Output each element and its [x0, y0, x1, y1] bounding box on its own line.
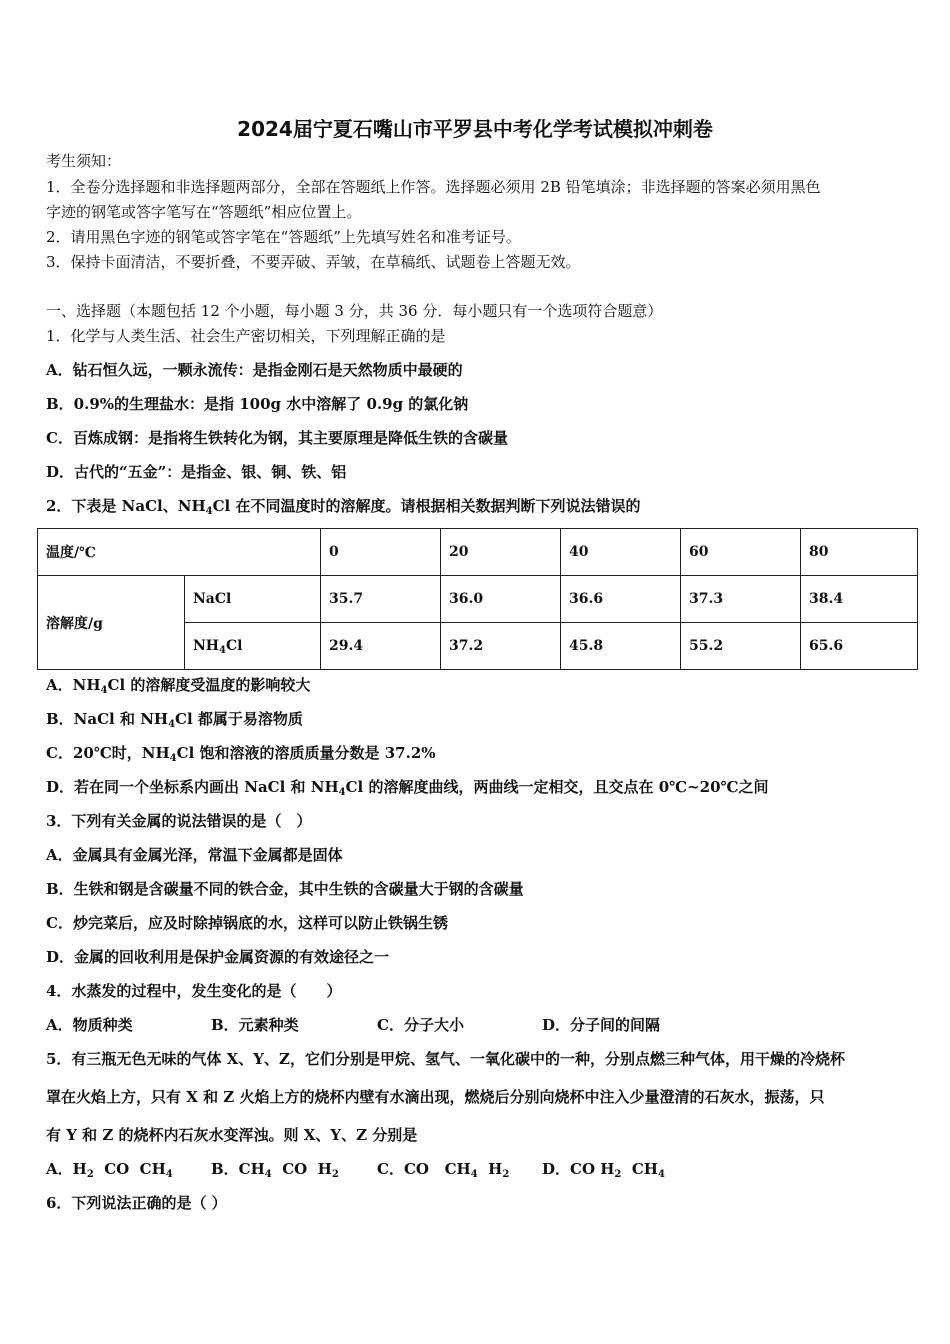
q4-stem: 4．水蒸发的过程中，发生变化的是（ ）: [46, 982, 342, 1000]
q2-option-a: A．$NH_4Cl$ 的溶解度受温度的影响较大: [46, 676, 311, 696]
q3-option-b: B．生铁和钢是含碳量不同的铁合金，其中生铁的含碳量大于钢的含碳量: [46, 880, 524, 898]
nh4cl-label-cell: $NH_4Cl$: [185, 623, 321, 670]
notice-item-1: 1．全卷分选择题和非选择题两部分，全部在答题纸上作答。选择题必须用 2B 铅笔填涂；非选择题的答案必须用黑色: [46, 178, 821, 196]
q4-option-a: A．物质种类: [46, 1016, 133, 1034]
q1-option-a: A．钻石恒久远，一颗永流传：是指金刚石是天然物质中最硬的: [46, 361, 463, 379]
nh4cl-value-cell: 65.6: [801, 623, 918, 670]
notice-item-3: 3．保持卡面清洁，不要折叠，不要弄破、弄皱，在草稿纸、试题卷上答题无效。: [46, 253, 581, 271]
q1-option-d: D．古代的“五金”：是指金、银、铜、铁、铝: [46, 463, 347, 481]
q5-option-b: B．$CH_4$ CO $H_2$: [211, 1160, 339, 1180]
q3-option-c: C．炒完菜后，应及时除掉锅底的水，这样可以防止铁锅生锈: [46, 914, 448, 932]
temp-cell: 20: [441, 529, 561, 576]
q5-stem-line-1: 5．有三瓶无色无味的气体 X、Y、Z，它们分别是甲烷、氢气、一氧化碳中的一种，分别点燃三种气体，用干燥的冷烧杯: [46, 1050, 845, 1068]
q2-option-c: C．20℃时，$NH_4Cl$ 饱和溶液的溶质质量分数是 37.2%: [46, 744, 436, 764]
nacl-value-cell: 36.6: [561, 576, 681, 623]
q4-option-b: B．元素种类: [211, 1016, 299, 1034]
nacl-value-cell: 37.3: [681, 576, 801, 623]
nh4cl-value-cell: 55.2: [681, 623, 801, 670]
q1-option-c: C．百炼成钢：是指将生铁转化为钢，其主要原理是降低生铁的含碳量: [46, 429, 508, 447]
temp-cell: 40: [561, 529, 681, 576]
q6-stem: 6．下列说法正确的是（ ）: [46, 1194, 227, 1212]
notice-item-1-cont: 字迹的钢笔或答字笔写在“答题纸”相应位置上。: [46, 203, 362, 221]
notice-item-2: 2．请用黑色字迹的钢笔或答字笔在“答题纸”上先填写姓名和准考证号。: [46, 228, 521, 246]
q5-stem-line-2: 罩在火焰上方，只有 X 和 Z 火焰上方的烧杯内壁有水滴出现，燃烧后分别向烧杯中注入少量澄清的石灰水，振荡，只: [46, 1088, 825, 1106]
q5-stem-line-3: 有 Y 和 Z 的烧杯内石灰水变浑浊。则 X、Y、Z 分别是: [46, 1126, 418, 1144]
temp-cell: 60: [681, 529, 801, 576]
nacl-value-cell: 35.7: [321, 576, 441, 623]
q1-stem: 1．化学与人类生活、社会生产密切相关，下列理解正确的是: [46, 327, 446, 345]
table-row: [38, 529, 918, 576]
q5-option-d: D．CO $H_2$ $CH_4$: [542, 1160, 665, 1180]
nacl-value-cell: 38.4: [801, 576, 918, 623]
q2-stem: 2．下表是 NaCl、$NH_4Cl$ 在不同温度时的溶解度。请根据相关数据判断下列说法错误的: [46, 497, 641, 517]
solubility-label-cell: 溶解度/g: [38, 576, 185, 670]
section-heading: 一、选择题（本题包括 12 个小题，每小题 3 分，共 36 分．每小题只有一个选项符合题意）: [46, 302, 663, 320]
page-title: 2024届宁夏石嘴山市平罗县中考化学考试模拟冲刺卷: [237, 117, 713, 141]
q2-option-d: D．若在同一个坐标系内画出 NaCl 和 $NH_4Cl$ 的溶解度曲线，两曲线一定相交，且交点在 0℃~20℃之间: [46, 778, 769, 798]
q3-stem: 3．下列有关金属的说法错误的是（ ）: [46, 812, 312, 830]
table-row: [38, 576, 918, 623]
q4-option-d: D．分子间的间隔: [542, 1016, 661, 1034]
q3-option-d: D．金属的回收利用是保护金属资源的有效途径之一: [46, 948, 390, 966]
q2-option-b: B．NaCl 和 $NH_4Cl$ 都属于易溶物质: [46, 710, 303, 730]
nh4cl-value-cell: 45.8: [561, 623, 681, 670]
nacl-label-cell: NaCl: [185, 576, 321, 623]
solubility-table: [37, 528, 918, 670]
q5-option-c: C．CO $CH_4$ $H_2$: [377, 1160, 510, 1180]
q1-option-b: B．0.9%的生理盐水：是指 100g 水中溶解了 0.9g 的氯化钠: [46, 395, 469, 413]
q5-option-a: A．$H_2$ CO $CH_4$: [46, 1160, 173, 1180]
nacl-value-cell: 36.0: [441, 576, 561, 623]
q4-option-c: C．分子大小: [377, 1016, 464, 1034]
temp-cell: 80: [801, 529, 918, 576]
nh4cl-value-cell: 37.2: [441, 623, 561, 670]
nh4cl-value-cell: 29.4: [321, 623, 441, 670]
q3-option-a: A．金属具有金属光泽，常温下金属都是固体: [46, 846, 343, 864]
notice-heading: 考生须知：: [46, 152, 122, 170]
temp-label-cell: 温度/℃: [38, 529, 321, 576]
temp-cell: 0: [321, 529, 441, 576]
